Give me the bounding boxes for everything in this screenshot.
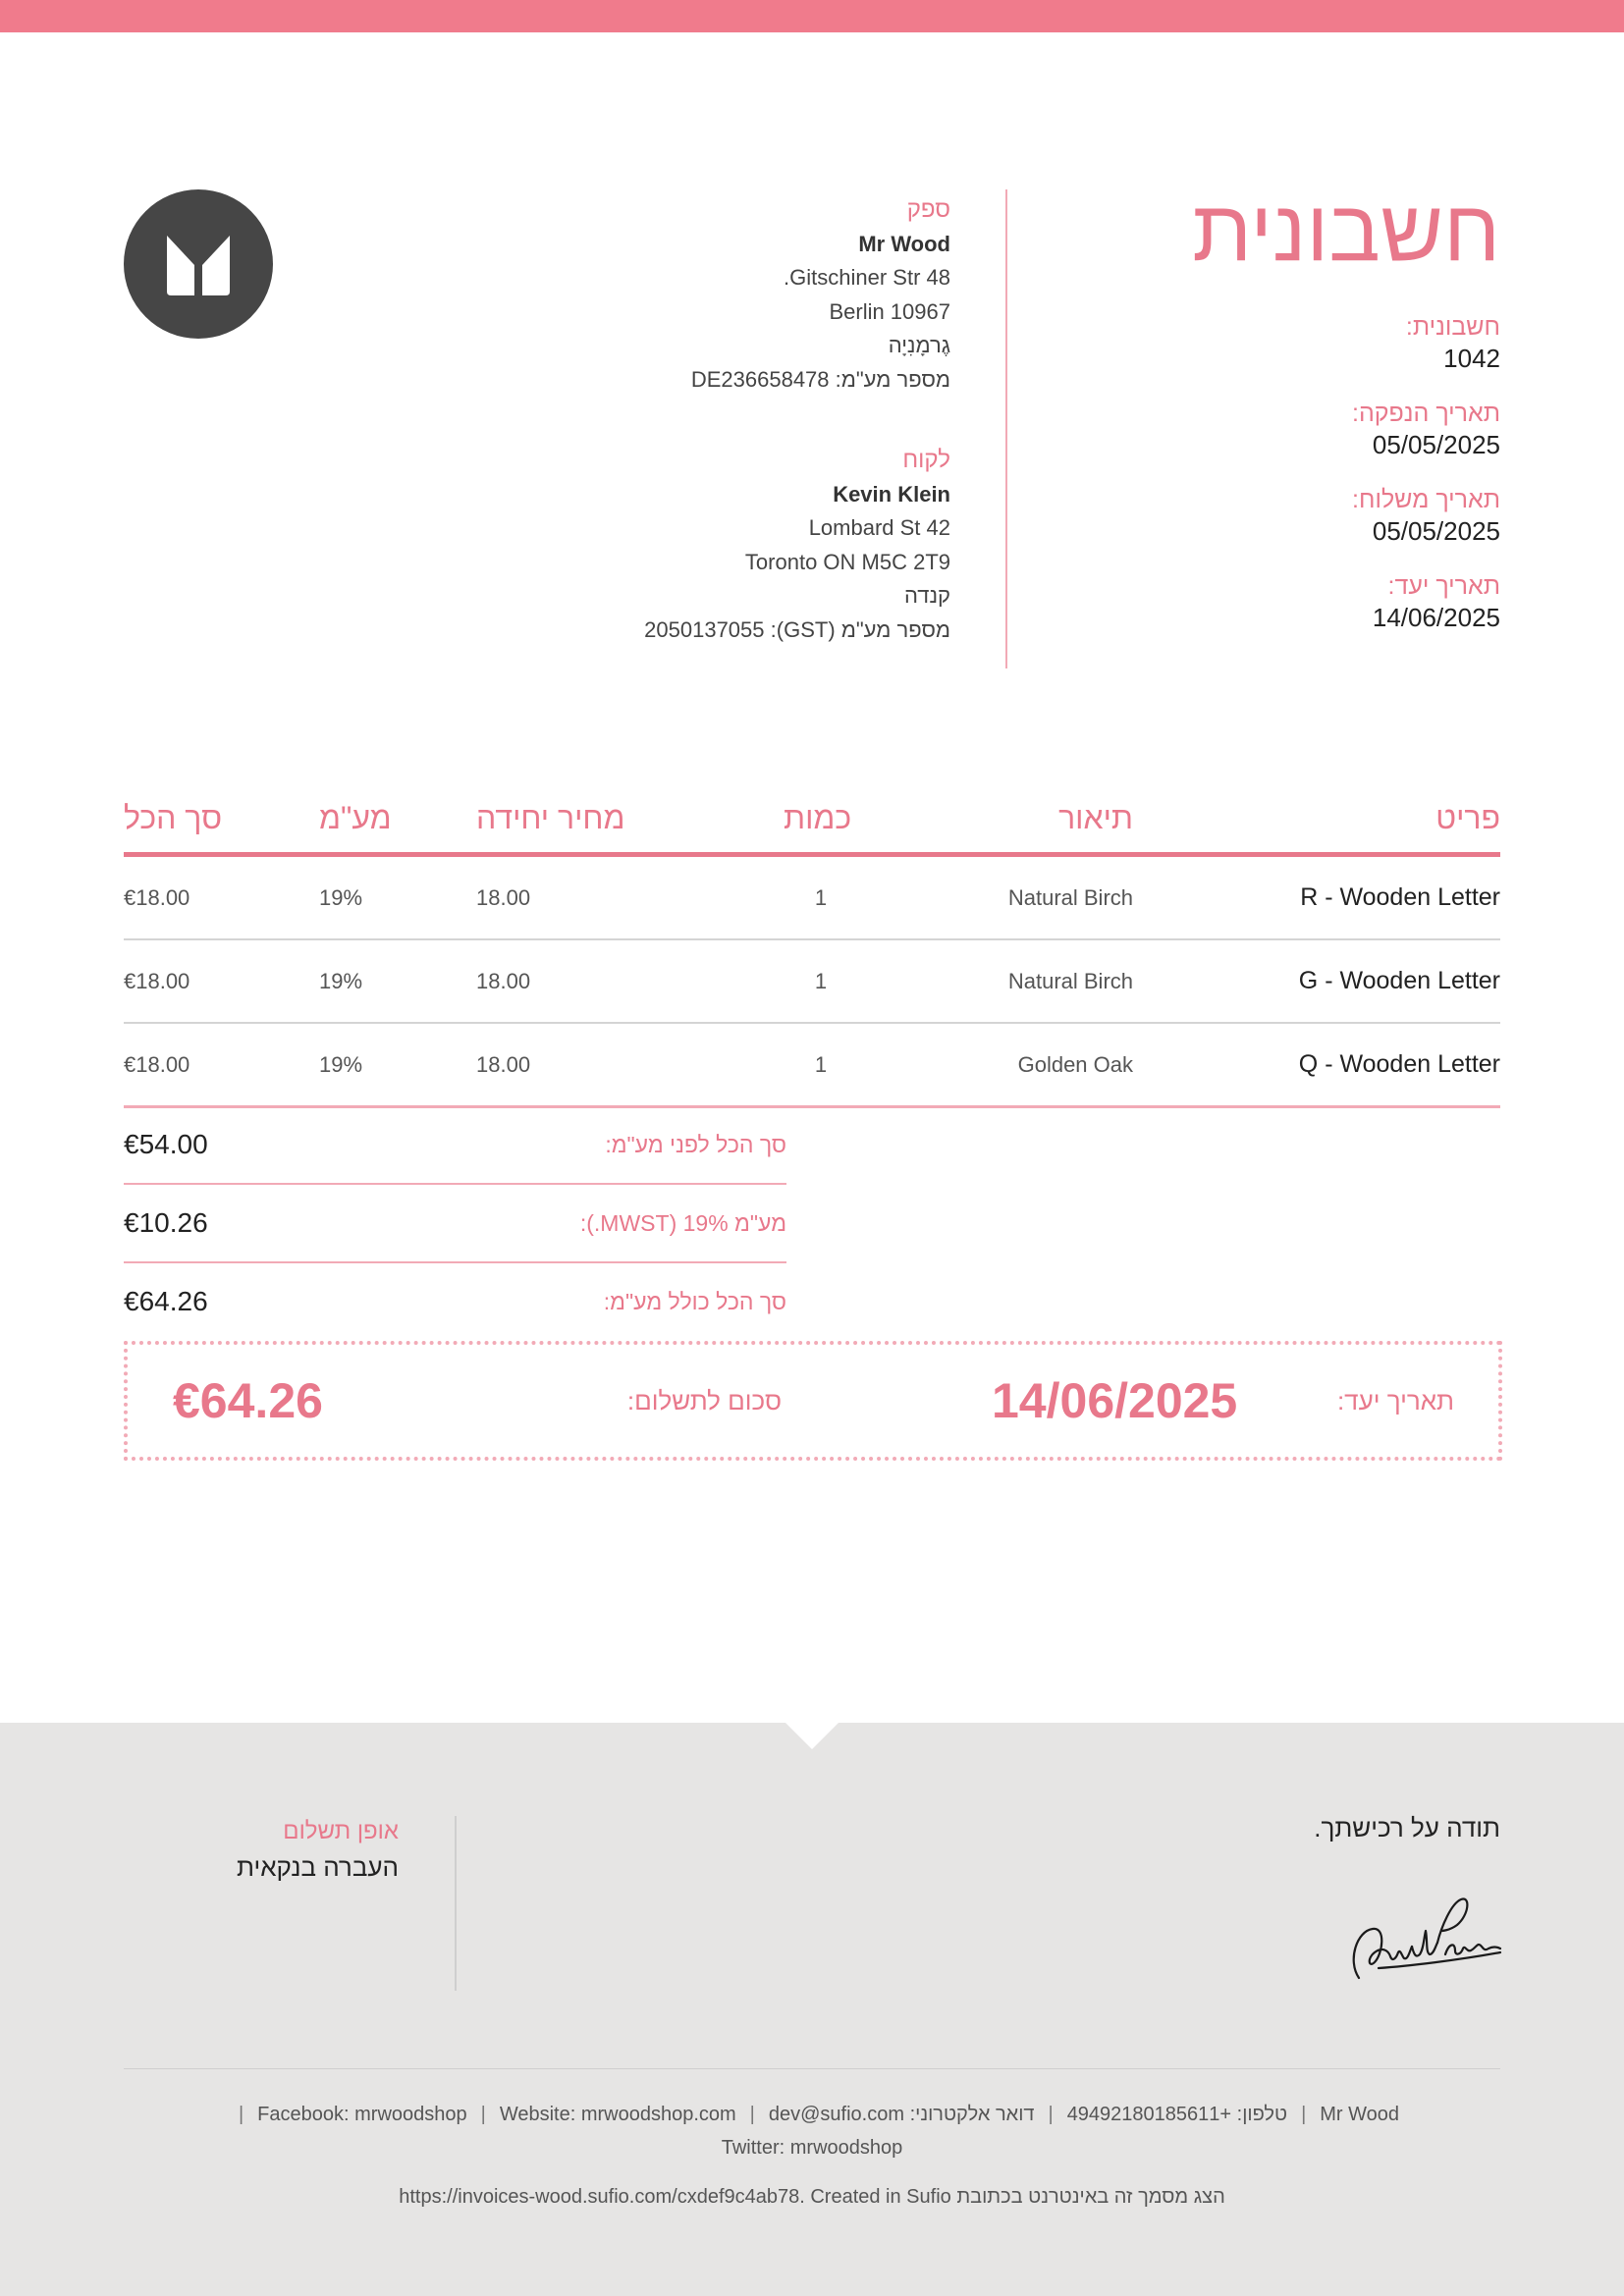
- delivery-date-label: תאריך משלוח:: [1352, 486, 1500, 513]
- due-date-label: תאריך יעד:: [1387, 572, 1500, 600]
- vat-amount: €10.26: [124, 1207, 208, 1238]
- row-desc: Golden Oak: [1017, 1052, 1133, 1077]
- row-total: €18.00: [124, 1052, 190, 1077]
- row-price: 18.00: [476, 969, 531, 993]
- contact-line: Mr Wood|טלפון: +49492180185611|דואר אלקטרוני: dev@sufio.com|Website: mrwoodshop.com|Facebook: mrwoodshop| Twitter: mrwoodshop: [124, 2098, 1500, 2164]
- invoice-number-label: חשבונית:: [1405, 313, 1500, 341]
- company-name: Mr Wood: [1320, 2104, 1400, 2125]
- table-row: [124, 1024, 1500, 1108]
- footer-notch: [785, 1723, 839, 1749]
- customer-vat: מספר מע"מ (GST): 2050137055: [644, 616, 950, 642]
- col-desc-header: תיאור: [1058, 800, 1133, 835]
- total-label: סך הכל כולל מע"מ:: [603, 1289, 786, 1314]
- table-row: [124, 940, 1500, 1024]
- footer-rule: [124, 2068, 1500, 2069]
- row-qty: 1: [814, 969, 828, 993]
- supplier-street: Gitschiner Str 48.: [784, 265, 950, 290]
- email-link[interactable]: דואר אלקטרוני: dev@sufio.com: [768, 2104, 1035, 2125]
- subtotal-label: סך הכל לפני מע"מ:: [605, 1132, 786, 1157]
- row-total: €18.00: [124, 885, 190, 910]
- subtotal-amount: €54.00: [124, 1129, 208, 1159]
- row-item: R - Wooden Letter: [1300, 883, 1500, 911]
- row-vat: 19%: [319, 1052, 363, 1077]
- row-price: 18.00: [476, 1052, 531, 1077]
- amount-due-label: סכום לתשלום:: [626, 1386, 782, 1415]
- customer-country: קנדה: [903, 583, 950, 608]
- col-price-header: מחיר יחידה: [476, 800, 625, 835]
- total-amount: €64.26: [124, 1286, 208, 1316]
- supplier-country: גֶרמָנִיָה: [888, 333, 950, 357]
- customer-street: Lombard St 42: [808, 515, 950, 540]
- payment-method-label: אופן תשלום: [283, 1818, 399, 1844]
- row-qty: 1: [814, 1052, 828, 1077]
- col-total-header: סך הכל: [124, 800, 223, 835]
- row-total: €18.00: [124, 969, 190, 993]
- amount-due-box: [124, 1341, 1502, 1461]
- totals-block: [124, 1106, 786, 1340]
- footer-divider: [455, 1816, 457, 1991]
- payment-method-block: [104, 1816, 399, 1887]
- twitter-link[interactable]: Twitter: mrwoodshop: [721, 2137, 903, 2159]
- top-accent-bar: [0, 0, 1624, 32]
- customer-city: Toronto ON M5C 2T9: [744, 549, 950, 574]
- mr-wood-logo-icon: [124, 189, 273, 339]
- header-divider: [1005, 189, 1007, 668]
- col-item-header: פריט: [1435, 800, 1500, 835]
- total-row: [124, 1263, 786, 1340]
- delivery-date: 05/05/2025: [1372, 516, 1500, 546]
- row-qty: 1: [814, 885, 828, 910]
- signature-icon: [1339, 1892, 1502, 1995]
- issue-date-label: תאריך הנפקה:: [1352, 400, 1500, 427]
- row-desc: Natural Birch: [1007, 969, 1133, 993]
- customer-block: [401, 444, 950, 647]
- amount-due: €64.26: [173, 1373, 323, 1428]
- vat-label: מע"מ 19% (MWST.):: [579, 1210, 786, 1236]
- payment-method-value: העברה בנקאית: [237, 1852, 399, 1882]
- table-row: [124, 857, 1500, 940]
- row-vat: 19%: [319, 969, 363, 993]
- subtotal-row: [124, 1106, 786, 1185]
- phone-contact: טלפון: +49492180185611: [1066, 2104, 1288, 2125]
- due-date: 14/06/2025: [1372, 603, 1500, 632]
- table-header: [124, 785, 1500, 857]
- row-item: Q - Wooden Letter: [1298, 1050, 1500, 1078]
- footer: [0, 1723, 1624, 2296]
- row-item: G - Wooden Letter: [1298, 967, 1500, 994]
- vat-row: [124, 1185, 786, 1263]
- invoice-number: 1042: [1443, 344, 1500, 373]
- supplier-label: ספק: [906, 196, 950, 223]
- supplier-vat: מספר מע"מ: DE236658478: [690, 366, 950, 392]
- row-vat: 19%: [319, 885, 363, 910]
- due-box-date: 14/06/2025: [992, 1373, 1238, 1428]
- supplier-block: [401, 193, 950, 397]
- row-desc: Natural Birch: [1007, 885, 1133, 910]
- thanks-message: תודה על רכישתך.: [1314, 1813, 1500, 1842]
- customer-name: Kevin Klein: [833, 481, 950, 507]
- issue-date: 05/05/2025: [1372, 430, 1500, 459]
- invoice-meta: [1245, 312, 1500, 658]
- items-table: [124, 785, 1500, 1108]
- view-online-link[interactable]: הצג מסמך זה באינטרנט בכתובת https://invoices-wood.sufio.com/cxdef9c4ab78. Created in Sufio: [399, 2186, 1225, 2208]
- supplier-city: Berlin 10967: [829, 298, 950, 324]
- col-vat-header: מע"מ: [319, 800, 392, 835]
- invoice-title: חשבונית: [1192, 182, 1500, 279]
- row-price: 18.00: [476, 885, 531, 910]
- due-box-date-label: תאריך יעד:: [1336, 1386, 1454, 1415]
- facebook-link[interactable]: Facebook: mrwoodshop: [257, 2104, 467, 2125]
- website-link[interactable]: Website: mrwoodshop.com: [499, 2104, 736, 2125]
- customer-label: לקוח: [902, 447, 950, 473]
- col-qty-header: כמות: [784, 800, 852, 835]
- supplier-name: Mr Wood: [858, 231, 950, 256]
